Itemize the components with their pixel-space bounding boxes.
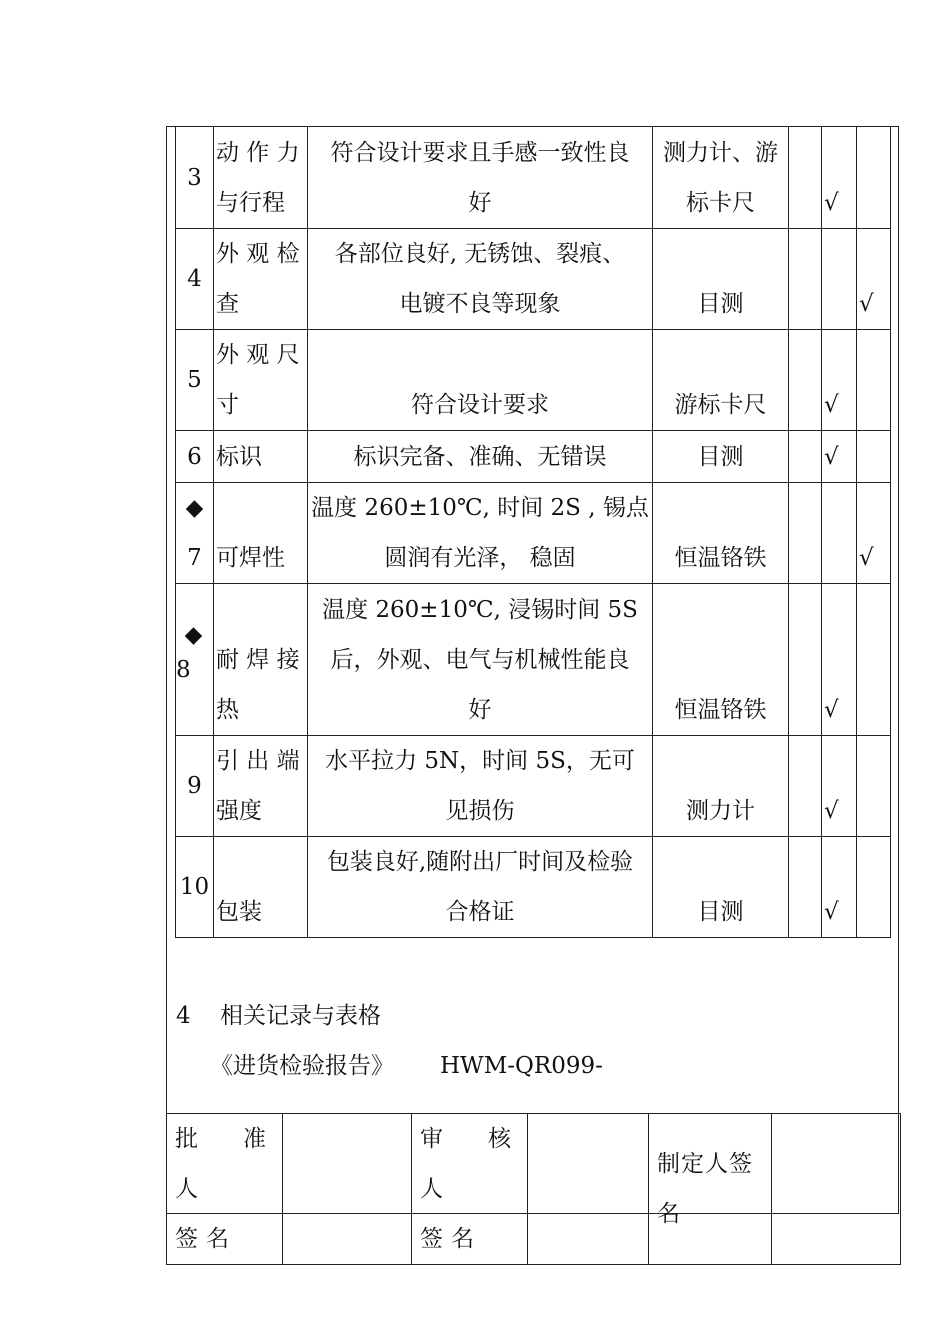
item-cell — [214, 127, 308, 229]
mark-cell-c: √ — [857, 229, 891, 330]
requirement-line: 各部位良好, 无锈蚀、裂痕、 — [334, 241, 626, 267]
tool-line: 游标卡尺 — [674, 392, 767, 418]
requirement-line: 合格证 — [445, 899, 515, 925]
mark-cell-b: √ — [822, 127, 857, 229]
mark-cell-a — [789, 483, 822, 584]
label-line: 签名 — [175, 1226, 237, 1252]
item-line: 外 观 检 — [216, 241, 300, 267]
tool-cell — [653, 837, 789, 938]
label-line: 名 — [657, 1201, 681, 1227]
tool-line: 目测 — [697, 444, 744, 470]
tool-line: 测力计、游 — [663, 140, 778, 166]
row-number: 3 — [176, 127, 214, 229]
item-line: 查 — [216, 291, 239, 317]
requirement-cell — [308, 483, 653, 584]
mark-cell-a — [789, 584, 822, 736]
requirement-line: 圆润有光泽， 稳固 — [384, 545, 576, 571]
requirement-line: 符合设计要求 — [411, 392, 549, 418]
requirement-line: 见损伤 — [445, 798, 515, 824]
item-line: 外 观 尺 — [216, 342, 300, 368]
tool-line: 恒温铬铁 — [674, 545, 767, 571]
tool-cell — [653, 736, 789, 837]
table-row — [176, 736, 891, 837]
item-cell — [214, 229, 308, 330]
record-code: HWM-QR099- — [440, 1053, 603, 1079]
mark-cell-a — [789, 736, 822, 837]
item-line: 动 作 力 — [216, 140, 300, 166]
item-cell — [214, 837, 308, 938]
requirement-cell — [308, 330, 653, 431]
requirement-line: 电镀不良等现象 — [399, 291, 561, 317]
requirement-line: 好 — [468, 190, 492, 216]
requirement-line: 好 — [468, 697, 492, 723]
tool-cell — [653, 431, 789, 483]
mark-cell-c — [857, 330, 891, 431]
section-heading — [176, 996, 381, 1036]
requirement-cell — [308, 229, 653, 330]
approver-label — [167, 1114, 283, 1265]
item-line: 与行程 — [216, 190, 285, 216]
mark-cell-a — [789, 127, 822, 229]
mark-cell-b: √ — [822, 330, 857, 431]
item-cell — [214, 483, 308, 584]
tool-line: 目测 — [697, 899, 744, 925]
inspection-table — [175, 126, 891, 938]
requirement-cell — [308, 837, 653, 938]
table-row — [176, 837, 891, 938]
item-line: 热 — [216, 697, 239, 723]
signature-row — [167, 1114, 901, 1265]
requirement-cell — [308, 127, 653, 229]
item-line: 耐 焊 接 — [216, 647, 300, 673]
label-line: 审 核 人 — [420, 1126, 519, 1202]
requirement-line: 后，外观、电气与机械性能良 — [330, 647, 630, 673]
table-row — [176, 483, 891, 584]
requirement-line: 包装良好,随附出厂时间及检验 — [326, 849, 634, 875]
mark-cell-a — [789, 229, 822, 330]
row-number: 10 — [176, 837, 214, 938]
item-line: 包装 — [216, 899, 262, 925]
requirement-line: 符合设计要求且手感一致性良 — [330, 140, 630, 166]
table-row — [176, 584, 891, 736]
mark-cell-b: √ — [822, 584, 857, 736]
item-cell — [214, 431, 308, 483]
label-line: 批 准 人 — [175, 1126, 274, 1202]
reviewer-signature-field[interactable] — [528, 1114, 649, 1265]
mark-cell-c: √ — [857, 483, 891, 584]
row-number: 5 — [176, 330, 214, 431]
tool-cell — [653, 229, 789, 330]
requirement-line: 水平拉力 5N，时间 5S，无可 — [325, 748, 635, 774]
item-line: 引 出 端 — [216, 748, 300, 774]
author-label — [649, 1114, 772, 1265]
reviewer-label — [412, 1114, 528, 1265]
mark-cell-a — [789, 330, 822, 431]
table-row — [176, 229, 891, 330]
mark-cell-c — [857, 584, 891, 736]
tool-line: 目测 — [697, 291, 744, 317]
row-number: 4 — [176, 229, 214, 330]
section-title: 相关记录与表格 — [220, 1003, 381, 1029]
item-line: 可焊性 — [216, 545, 285, 571]
table-row — [176, 431, 891, 483]
key-item-diamond-icon: ◆ — [185, 495, 204, 521]
mark-cell-c — [857, 736, 891, 837]
record-line — [210, 1046, 603, 1086]
item-line: 寸 — [216, 392, 239, 418]
signature-table — [166, 1113, 901, 1265]
approver-signature-field[interactable] — [283, 1114, 412, 1265]
requirement-cell — [308, 431, 653, 483]
table-row — [176, 127, 891, 229]
label-line: 制定人签 — [657, 1151, 753, 1177]
author-signature-field[interactable] — [772, 1114, 901, 1265]
requirement-line: 温度 260±10℃, 浸锡时间 5S — [322, 597, 638, 623]
row-number: 8 — [176, 657, 191, 683]
row-number: 7 — [187, 545, 202, 571]
item-line: 标识 — [216, 444, 262, 470]
item-cell — [214, 584, 308, 736]
tool-cell — [653, 127, 789, 229]
row-number-cell — [176, 483, 214, 584]
mark-cell-b — [822, 229, 857, 330]
tool-line: 恒温铬铁 — [674, 697, 767, 723]
row-number-cell — [176, 584, 214, 736]
mark-cell-b: √ — [822, 736, 857, 837]
record-name: 《进货检验报告》 — [210, 1053, 394, 1079]
mark-cell-a — [789, 431, 822, 483]
row-number: 9 — [176, 736, 214, 837]
section-number: 4 — [176, 1003, 191, 1029]
tool-line: 标卡尺 — [686, 190, 755, 216]
row-number: 6 — [176, 431, 214, 483]
requirement-cell — [308, 736, 653, 837]
requirement-line: 标识完备、准确、无错误 — [353, 444, 607, 470]
item-cell — [214, 330, 308, 431]
mark-cell-b: √ — [822, 837, 857, 938]
tool-cell — [653, 483, 789, 584]
table-row — [176, 330, 891, 431]
mark-cell-b — [822, 483, 857, 584]
tool-line: 测力计 — [686, 798, 755, 824]
tool-cell — [653, 584, 789, 736]
mark-cell-c — [857, 431, 891, 483]
mark-cell-b: √ — [822, 431, 857, 483]
label-line: 签名 — [420, 1226, 482, 1252]
item-line: 强度 — [216, 798, 262, 824]
requirement-line: 温度 260±10℃, 时间 2S , 锡点 — [311, 495, 649, 521]
mark-cell-c — [857, 127, 891, 229]
item-cell — [214, 736, 308, 837]
key-item-diamond-icon: ◆ — [184, 622, 203, 648]
mark-cell-a — [789, 837, 822, 938]
tool-cell — [653, 330, 789, 431]
mark-cell-c — [857, 837, 891, 938]
requirement-cell — [308, 584, 653, 736]
